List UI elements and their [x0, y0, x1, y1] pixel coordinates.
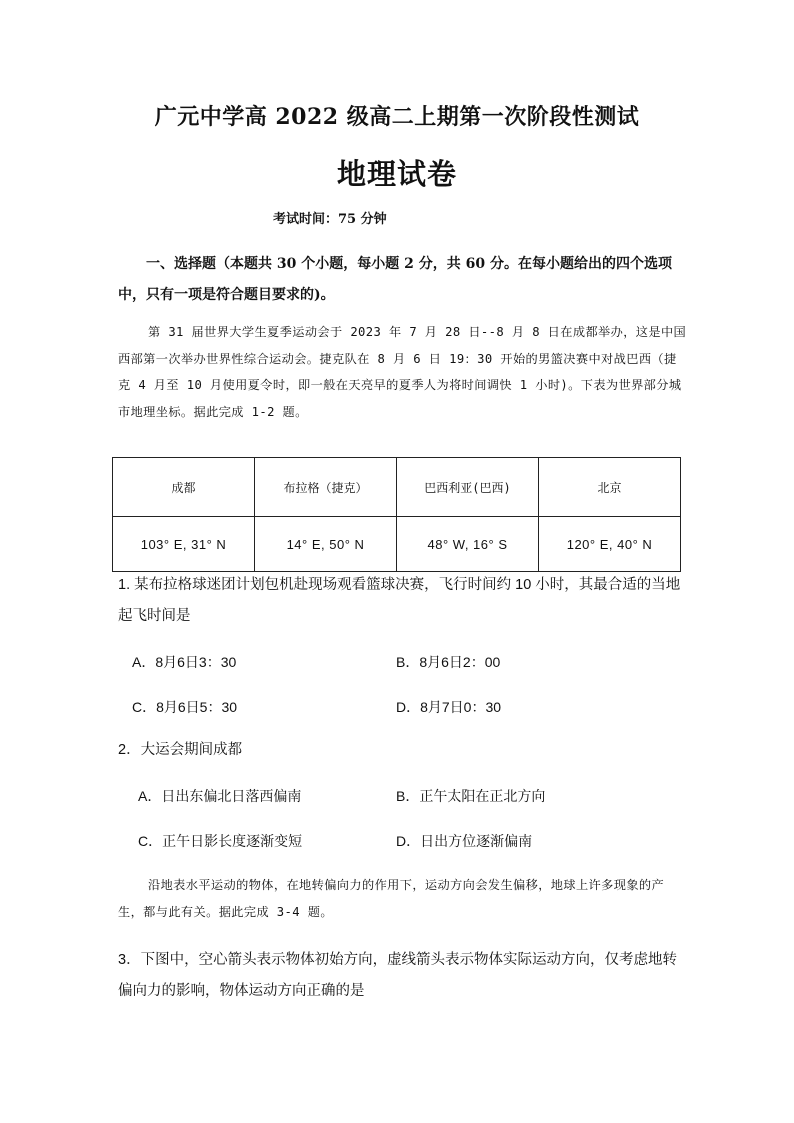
table-header-cell: 成都 — [113, 458, 255, 517]
table-cell: 103° E, 31° N — [113, 517, 255, 572]
question-1-stem: 1. 某布拉格球迷团计划包机赴现场观看篮球决赛，飞行时间约 10 小时，其最合适的当地起飞时间是 — [118, 577, 681, 624]
table-cell: 48° W, 16° S — [397, 517, 539, 572]
question-2-stem: 2．大运会期间成都 — [118, 742, 243, 758]
passage-2 — [118, 872, 688, 925]
passage-2-text: 沿地表水平运动的物体，在地转偏向力的作用下，运动方向会发生偏移，地球上许多现象的产生，都与此有关。据此完成 3-4 题。 — [118, 878, 665, 919]
q1-option-b: B．8月6日2：00 — [396, 654, 501, 670]
table-cell: 14° E, 50° N — [255, 517, 397, 572]
section-heading-text: 一、选择题（本题共 30 个小题，每小题 2 分，共 60 分。在每小题给出的四个选项中，只有一项是符合题目要求的)。 — [118, 256, 672, 303]
q2-option-b: B．正午太阳在正北方向 — [396, 788, 546, 804]
passage-1-text: 第 31 届世界大学生夏季运动会于 2023 年 7 月 28 日--8 月 8 日在成都举办，这是中国西部第一次举办世界性综合运动会。捷克队在 8 月 6 日 19：30 开始的男篮决赛中对战巴西（捷克 4 月至 10 月使用夏令时，即一般在天亮早的夏季人为将时间调快 1 小时)。下表为世界部分城市地理坐标。据此完成 1-2 题。 — [118, 325, 687, 419]
q2-option-c: C．正午日影长度逐渐变短 — [138, 833, 303, 849]
q2-option-a: A．日出东偏北日落西偏南 — [138, 788, 302, 804]
subject-title: 地理试卷 — [336, 157, 457, 191]
question-3-stem: 3．下图中，空心箭头表示物体初始方向，虚线箭头表示物体实际运动方向，仅考虑地转偏向力的影响，物体运动方向正确的是 — [118, 952, 678, 999]
table-header-cell: 北京 — [539, 458, 681, 517]
passage-1 — [118, 319, 688, 425]
table-header-row — [113, 458, 681, 517]
q2-option-d: D．日出方位逐渐偏南 — [396, 833, 533, 849]
exam-title: 广元中学高 2022 级高二上期第一次阶段性测试 — [154, 104, 640, 130]
q1-option-a: A．8月6日3：30 — [132, 654, 237, 670]
table-header-cell: 巴西利亚(巴西) — [397, 458, 539, 517]
table-cell: 120° E, 40° N — [539, 517, 681, 572]
table-row — [113, 517, 681, 572]
q1-option-c: C．8月6日5：30 — [132, 699, 238, 715]
section-heading — [118, 249, 688, 311]
table-header-cell: 布拉格（捷克） — [255, 458, 397, 517]
city-coordinates-table — [112, 457, 681, 572]
exam-duration: 考试时间：75 分钟 — [273, 212, 387, 227]
q1-option-d: D．8月7日0：30 — [396, 699, 502, 715]
